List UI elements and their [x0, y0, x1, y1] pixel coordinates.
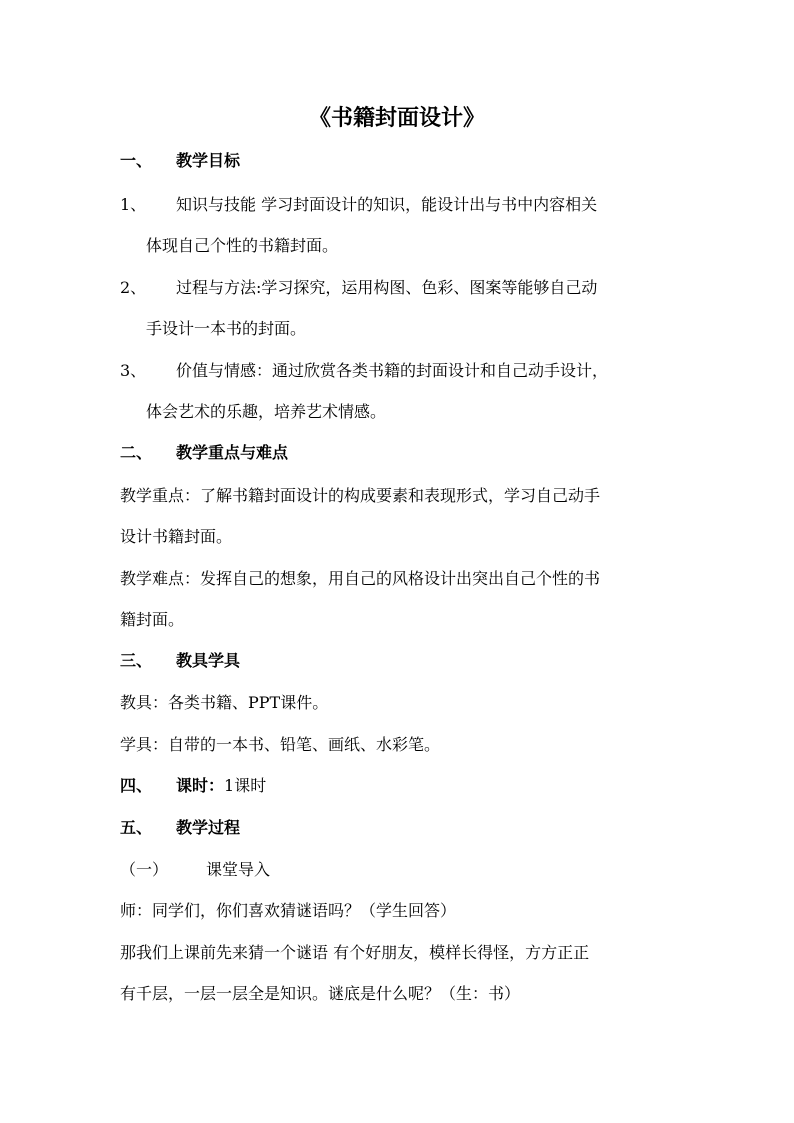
- section-heading-objectives: [120, 148, 240, 171]
- section-number: 四、: [120, 776, 153, 795]
- goal-item-1-continued: 体现自己个性的书籍封面。: [146, 236, 339, 255]
- section-title: 教学过程: [176, 818, 241, 837]
- section-heading-process: [120, 815, 240, 838]
- section-heading-tools: [120, 648, 240, 671]
- section-heading-key-points: [120, 440, 288, 463]
- goal-text: 过程与方法:学习探究，运用构图、色彩、图案等能够自己动: [176, 278, 598, 297]
- goal-number: 3、: [120, 361, 147, 380]
- paragraph-riddle-continued: 有千层，一层一层全是知识。谜底是什么呢？（生：书）: [120, 984, 521, 1003]
- goal-number: 2、: [120, 278, 147, 297]
- section-title: 教学目标: [176, 151, 241, 170]
- key-point-text: 教学重点：了解书籍封面设计的构成要素和表现形式，学习自己动手: [120, 486, 601, 505]
- key-point-text-continued: 设计书籍封面。: [120, 527, 233, 546]
- section-number: 二、: [120, 443, 153, 462]
- difficulty-text-continued: 籍封面。: [120, 610, 185, 629]
- section-number: 一、: [120, 151, 153, 170]
- student-tools: 学具：自带的一本书、铅笔、画纸、水彩笔。: [120, 735, 441, 754]
- section-title: 教学重点与难点: [176, 443, 289, 462]
- goal-number: 1、: [120, 195, 147, 214]
- goal-item-2: [120, 275, 597, 298]
- goal-item-3-continued: 体会艺术的乐趣，培养艺术情感。: [146, 402, 387, 421]
- section-heading-class-hours: [120, 773, 266, 796]
- goal-item-3: [120, 358, 608, 381]
- difficulty-text: 教学难点：发挥自己的想象，用自己的风格设计出突出自己个性的书: [120, 569, 601, 588]
- teacher-tools: 教具：各类书籍、PPT课件。: [120, 693, 329, 712]
- section-number: 五、: [120, 818, 153, 837]
- paragraph-teacher-question: 师：同学们，你们喜欢猜谜语吗？（学生回答）: [120, 901, 457, 920]
- class-hours-value: 1课时: [224, 776, 267, 795]
- goal-item-1: [120, 192, 597, 215]
- goal-text: 价值与情感：通过欣赏各类书籍的封面设计和自己动手设计，: [176, 361, 609, 380]
- goal-item-2-continued: 手设计一本书的封面。: [146, 319, 307, 338]
- section-title: 课时：: [176, 776, 225, 795]
- document-title: 《书籍封面设计》: [308, 106, 485, 131]
- subsection-title: 课堂导入: [206, 860, 271, 879]
- section-title: 教具学具: [176, 651, 241, 670]
- section-number: 三、: [120, 651, 153, 670]
- goal-text: 知识与技能 学习封面设计的知识，能设计出与书中内容相关: [176, 195, 598, 214]
- paragraph-riddle: 那我们上课前先来猜一个谜语 有个好朋友，模样长得怪，方方正正: [120, 943, 590, 962]
- subsection-number: （一）: [120, 860, 169, 879]
- subsection-heading-intro: [120, 857, 270, 880]
